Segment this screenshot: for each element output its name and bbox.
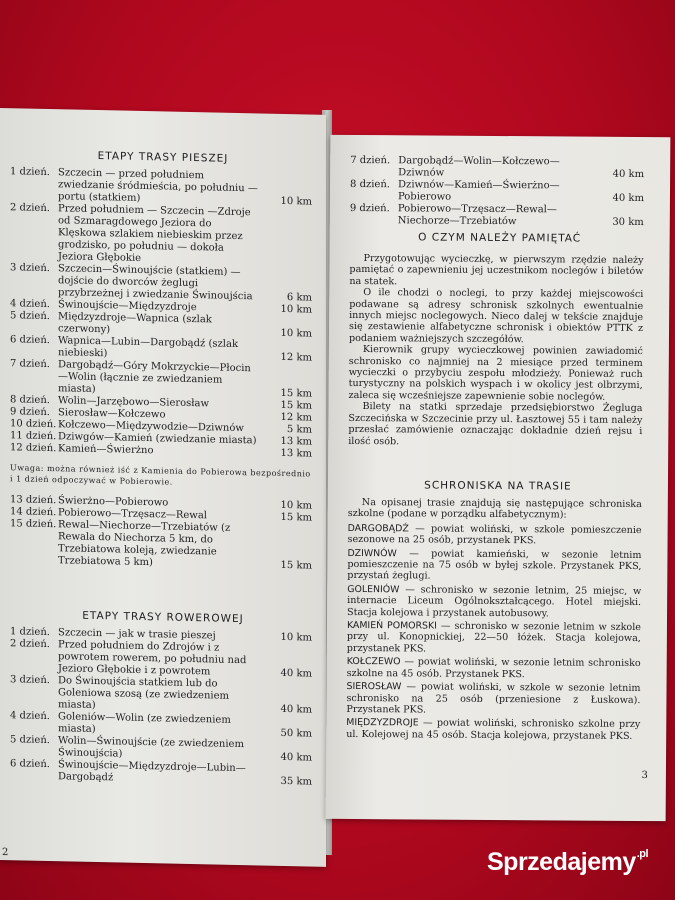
paragraph-3: Kierownik grupy wycieczkowej powinien zawiadomić schronisko co najmniej na 2 miesiące przed terminem wycieczki o przybyciu zespołu młodzieży. Ponieważ ruch turystyczny na polskich wyspach i w okolicy jest olbrzymi, zaleca się wcześniejsze zapewnienie sobie noclegów. (348, 344, 643, 403)
stage-row (10, 758, 312, 788)
stage-day: 13 dzień. (10, 494, 57, 507)
stage-distance: 12 km (280, 411, 312, 424)
hostel-details: — schronisko w sezonie letnim w szkole przy ul. Konopnickiej, 22—50 łóżek. Stacja kolejowa, przystanek PKS. (346, 620, 641, 655)
stage-day: 8 dzień. (350, 178, 391, 191)
stage-day: 9 dzień. (10, 406, 50, 419)
stage-description: Dargobądź—Góry Mokrzyckie—Płocin—Wolin (łącznie ze zwiedzaniem miasta) (58, 359, 251, 396)
hostel-name: KAMIEŃ POMORSKI (346, 620, 437, 632)
stage-description: Wolin—Świnoujście (ze zwiedzeniem Świnoujścia) (58, 735, 244, 760)
hostel-details: — powiat woliński, w szkole w sezonie letnim schronisko na 25 osób (przeniesione z Łuskowa). Przystanek PKS. (346, 681, 641, 716)
walk-stages (10, 166, 312, 572)
stage-day: 2 dzień. (10, 202, 50, 215)
paragraph-4: Bilety na statki sprzedaje przedsiębiorstwo Żegluga Szczecińska w Szczecinie przy ul. Łasztowej 55 i tam należy przesłać zamówienie oznaczając dokładnie dzień rejsu i ilość osób. (348, 401, 643, 447)
hostel-name: KOŁCZEWO (346, 656, 401, 668)
bike-stages-continued (350, 155, 644, 229)
stage-description: Szczecin—Świnoujście (statkiem) — dojście do dworców żeglugi przybrzeżnej i zwiedzanie Świnoujścia (58, 263, 253, 303)
stage-day: 7 dzień. (10, 358, 50, 371)
stage-description: Dargobądź—Wolin—Kołczewo—Dziwnów (398, 155, 560, 179)
stage-description: Wolin—Jarzębowo—Sierosław (58, 395, 210, 410)
stage-distance: 15 km (280, 511, 312, 524)
watermark-brand: Sprzedajemy (487, 848, 636, 876)
stage-description: Międzyzdroje—Wapnica (szlak czerwony) (58, 311, 212, 336)
hostel-list (346, 523, 642, 742)
page-number-left: 2 (2, 847, 9, 859)
stage-day: 4 dzień. (10, 298, 50, 311)
stage-row (350, 155, 644, 181)
paragraph-1: Przygotowując wycieczkę, w pierwszym rzędzie należy pamiętać o zapewnieniu jej uczestnikom noclegów i biletów na statek. (349, 253, 644, 288)
hostel-entry (348, 523, 642, 548)
hostel-name: DARGOBĄDŹ (347, 522, 409, 535)
stage-row (10, 202, 312, 268)
watermark-logo (487, 848, 648, 877)
stage-distance: 10 km (280, 327, 312, 340)
stage-distance: 40 km (280, 751, 312, 764)
walk-route-heading: ETAPY TRASY PIESZEJ (97, 150, 229, 165)
stage-distance: 40 km (612, 192, 644, 205)
stage-day: 15 dzień. (10, 518, 57, 531)
stage-description: Przed południem — Szczecin —Zdroje od Szmaragdowego Jeziora do Klęskowa szlakiem niebieskim przez grodzisko, po południu — dokoła Jeziora Głębokie (58, 203, 251, 264)
hostel-name: SIEROSŁAW (346, 681, 402, 693)
stage-day: 12 dzień. (10, 442, 57, 455)
page-number-right: 3 (641, 770, 648, 782)
remember-heading: O CZYM NALEŻY PAMIĘTAĆ (418, 231, 582, 245)
stage-row (350, 179, 644, 205)
hostel-details: — schronisko w sezonie letnim, 25 miejsc, w internacie Liceum Ogólnokształcącego. Hotel miejski. Stacja kolejowa i przystanek autobusowy. (347, 584, 642, 620)
hostels-section (346, 497, 642, 744)
stage-distance: 40 km (280, 667, 312, 680)
stage-day: 2 dzień. (10, 638, 50, 651)
hostel-details: — powiat woliński, w szkole pomieszczenie sezonowe na 25 osób, przystanek PKS. (347, 523, 642, 547)
stage-description: Szczecin — jak w trasie pieszej (58, 627, 216, 642)
stage-description: Dziwnów—Kamień—Świerżno—Pobierowo (397, 179, 560, 203)
walk-stages-2 (10, 494, 312, 572)
stage-description: Rewal—Niechorze—Trzebiatów (z Rewala do Niechorza 5 km, do Trzebiatowa koleją, zwiedzanie Trzebiatowa 5 km) (58, 519, 231, 569)
stage-day: 1 dzień. (10, 626, 50, 639)
stage-day: 6 dzień. (10, 334, 50, 347)
hostel-entry (347, 656, 641, 681)
stage-description: Kamień—Świerżno (58, 443, 154, 457)
stage-description: Pobierowo—Trzęsacz—Rewal—Niechorze—Trzebiatów (397, 203, 557, 228)
stage-description: Wapnica—Lubin—Dargobądź (szlak niebieski) (58, 335, 239, 360)
hostels-heading: SCHRONISKA NA TRASIE (424, 479, 572, 493)
stage-description: Przed południem do Zdrojów i z powrotem rowerem, po południu nad Jezioro Głębokie i z powrotem (58, 639, 247, 678)
stage-description: Świnoujście—Międzyzdroje—Lubin—Dargobądź (58, 759, 246, 784)
stage-description: Pobierowo—Trzęsacz—Rewal (58, 507, 208, 522)
stage-day: 5 dzień. (10, 310, 50, 323)
bike-stages (10, 626, 312, 788)
stage-distance: 40 km (280, 703, 312, 716)
stage-day: 11 dzień. (10, 430, 57, 443)
stage-description: Do Świnoujścia statkiem lub do Goleniowa szosą (ze zwiedzeniem miasta) (58, 675, 230, 712)
stage-distance: 50 km (280, 727, 312, 740)
remember-section (348, 253, 643, 449)
hostel-entry (346, 681, 640, 717)
stage-distance: 5 km (286, 424, 312, 436)
hostels-intro: Na opisanej trasie znajdują się następujące schroniska szkolne (podane w porządku alfabetycznym): (347, 497, 642, 521)
stage-day: 10 dzień. (10, 418, 57, 431)
stage-description: Świerżno—Pobierowo (58, 495, 169, 509)
hostel-details: — powiat woliński, w sezonie letnim schronisko szkolne na 45 osób. Przystanek PKS. (346, 656, 641, 680)
stage-description: Kołczewo—Międzywodzie—Dziwnów (58, 419, 244, 435)
stage-distance: 12 km (280, 351, 312, 364)
stage-day: 3 dzień. (10, 674, 50, 687)
hostel-entry (347, 548, 641, 584)
stage-description: Świnoujście—Międzyzdroje (58, 299, 197, 314)
stage-day: 8 dzień. (10, 394, 50, 407)
stage-day: 5 dzień. (10, 734, 50, 747)
stage-day: 3 dzień. (10, 262, 50, 275)
stage-distance: 13 km (280, 447, 312, 460)
watermark-suffix: .pl (636, 848, 649, 860)
hostel-details: — powiat kamieński, w sezonie letnim pomieszczenie na 75 osób w byłej szkole. Przystanek PKS, przystań żeglugi. (347, 547, 642, 582)
stage-day: 9 dzień. (349, 202, 390, 215)
stage-description: Goleniów—Wolin (ze zwiedzeniem miasta) (58, 711, 231, 736)
stage-row (10, 518, 312, 572)
stage-distance: 35 km (280, 775, 312, 788)
stage-row (350, 203, 644, 229)
stage-description: Szczecin — przed południem zwiedzanie śródmieścia, po południu — portu (statkiem) (58, 167, 258, 204)
stage-distance: 13 km (280, 435, 312, 448)
stage-distance: 40 km (612, 168, 645, 181)
stage-day: 7 dzień. (350, 154, 391, 167)
stage-day: 1 dzień. (10, 166, 50, 179)
stage-distance: 10 km (280, 195, 312, 208)
right-page (326, 135, 671, 821)
stage-distance: 15 km (280, 399, 312, 412)
stage-description: Sierosław—Kołczewo (58, 407, 166, 421)
stage-distance: 10 km (280, 303, 312, 316)
stage-day: 4 dzień. (10, 710, 50, 723)
hostel-entry (347, 584, 641, 620)
stage-distance: 15 km (280, 387, 312, 400)
stage-day: 6 dzień. (10, 758, 50, 771)
stage-distance: 10 km (280, 631, 312, 644)
stage-description: Dziwgów—Kamień (zwiedzanie miasta) (58, 431, 257, 447)
hostel-details: — powiat woliński, schronisko szkolne przy ul. Kolejowej na 45 osób. Stacja kolejowa, przystanek PKS. (346, 717, 641, 742)
stage-distance: 30 km (612, 216, 644, 229)
stage-distance: 15 km (280, 559, 312, 572)
hostel-entry (346, 717, 640, 742)
hostel-name: MIĘDZYZDROJE (346, 717, 419, 729)
stage-distance: 6 km (286, 292, 312, 304)
route-note: Uwaga: można również iść z Kamienia do Pobierowa bezpośrednio i 1 dzień odpoczywać w Pobierowie. (10, 463, 311, 487)
bike-route-heading: ETAPY TRASY ROWEROWEJ (82, 609, 244, 626)
paragraph-2: O ile chodzi o noclegi, to przy każdej miejscowości podawane są adresy schronisk szkolnych ewentualnie innych miejsc noclegowych. Nieco dalej w tekście znajduje się zestawienie alfabetyczne schronisk i obiektów PTTK z podaniem ważniejszych szczegółów. (348, 287, 644, 346)
stage-day: 14 dzień. (10, 506, 57, 519)
hostel-name: DZIWNÓW (347, 547, 397, 559)
left-page (0, 108, 326, 867)
hostel-name: GOLENIÓW (347, 583, 400, 596)
hostel-entry (347, 620, 641, 656)
stage-distance: 10 km (280, 499, 312, 512)
